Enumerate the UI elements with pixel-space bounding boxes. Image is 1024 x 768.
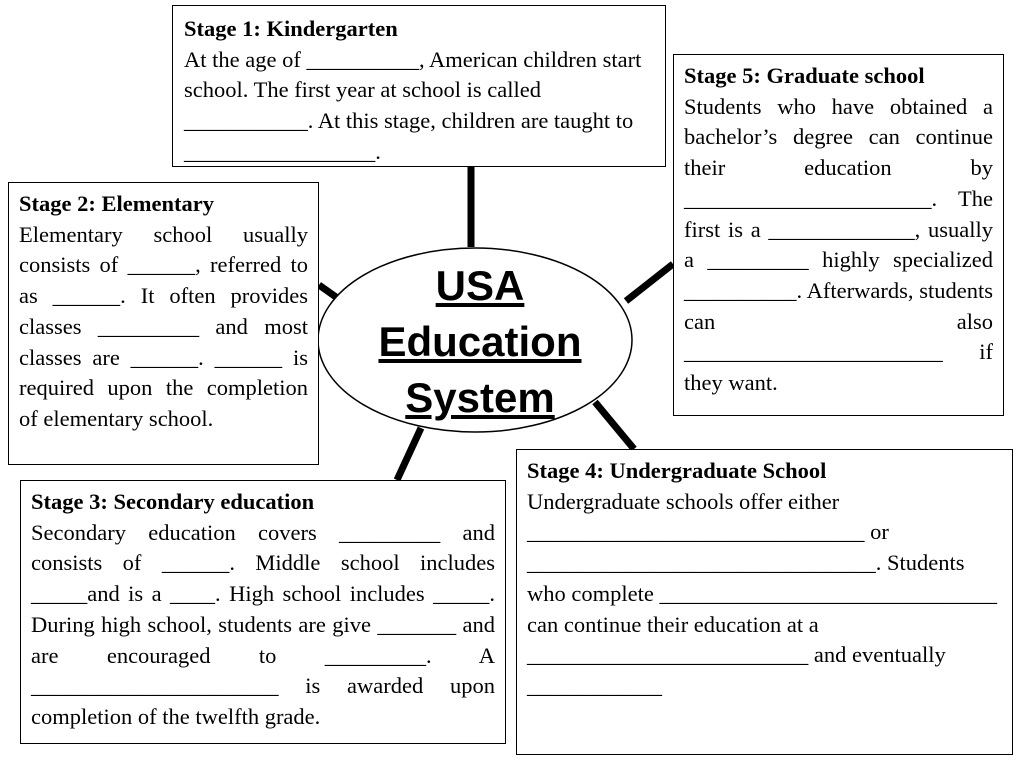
connector-stage3 <box>397 428 421 480</box>
center-title-line-2: Education <box>378 318 582 365</box>
stage5-title: Stage 5: Graduate school <box>684 63 925 88</box>
stage2-box <box>8 182 319 465</box>
center-title-line-3: System <box>405 374 555 421</box>
stage3-box <box>20 480 506 744</box>
stage5-text: Students who have obtained a bachelor’s degree can continue their education by ______________________. The first is a _____________, usually a _________ highly specialized __________. Afterwards, students can also _______________________ if they want. <box>684 93 993 396</box>
center-title-line-1: USA <box>435 262 525 309</box>
stage1-title: Stage 1: Kindergarten <box>184 16 398 41</box>
stage3-text: Secondary education covers _________ and consists of ______. Middle school includes _____and is a ____. High school includes _____. During high school, students are give _______ and are encouraged to _________. A ______________________ is awarded upon completion of the twelfth grade. <box>31 519 495 729</box>
stage4-box <box>516 449 1013 755</box>
stage5-box <box>673 54 1004 416</box>
stage3-title: Stage 3: Secondary education <box>31 489 315 514</box>
stage2-text: Elementary school usually consists of ______, referred to as ______. It often provides classes _________ and most classes are ______. ______ is required upon the completion of elementary school. <box>19 221 308 431</box>
stage2-title: Stage 2: Elementary <box>19 191 214 216</box>
stage4-text: Undergraduate schools offer either ______________________________ or _______________________________. Students who complete ______________________________ can continue their education at a _________________________ and eventually ____________ <box>527 488 997 698</box>
stage1-text: At the age of __________, American children start school. The first year at school is called ___________. At this stage, children are taught to _________________. <box>184 46 642 164</box>
stage4-title: Stage 4: Undergraduate School <box>527 458 827 483</box>
stage1-box <box>172 5 666 167</box>
center-title <box>355 258 605 426</box>
connector-stage5 <box>626 264 673 301</box>
